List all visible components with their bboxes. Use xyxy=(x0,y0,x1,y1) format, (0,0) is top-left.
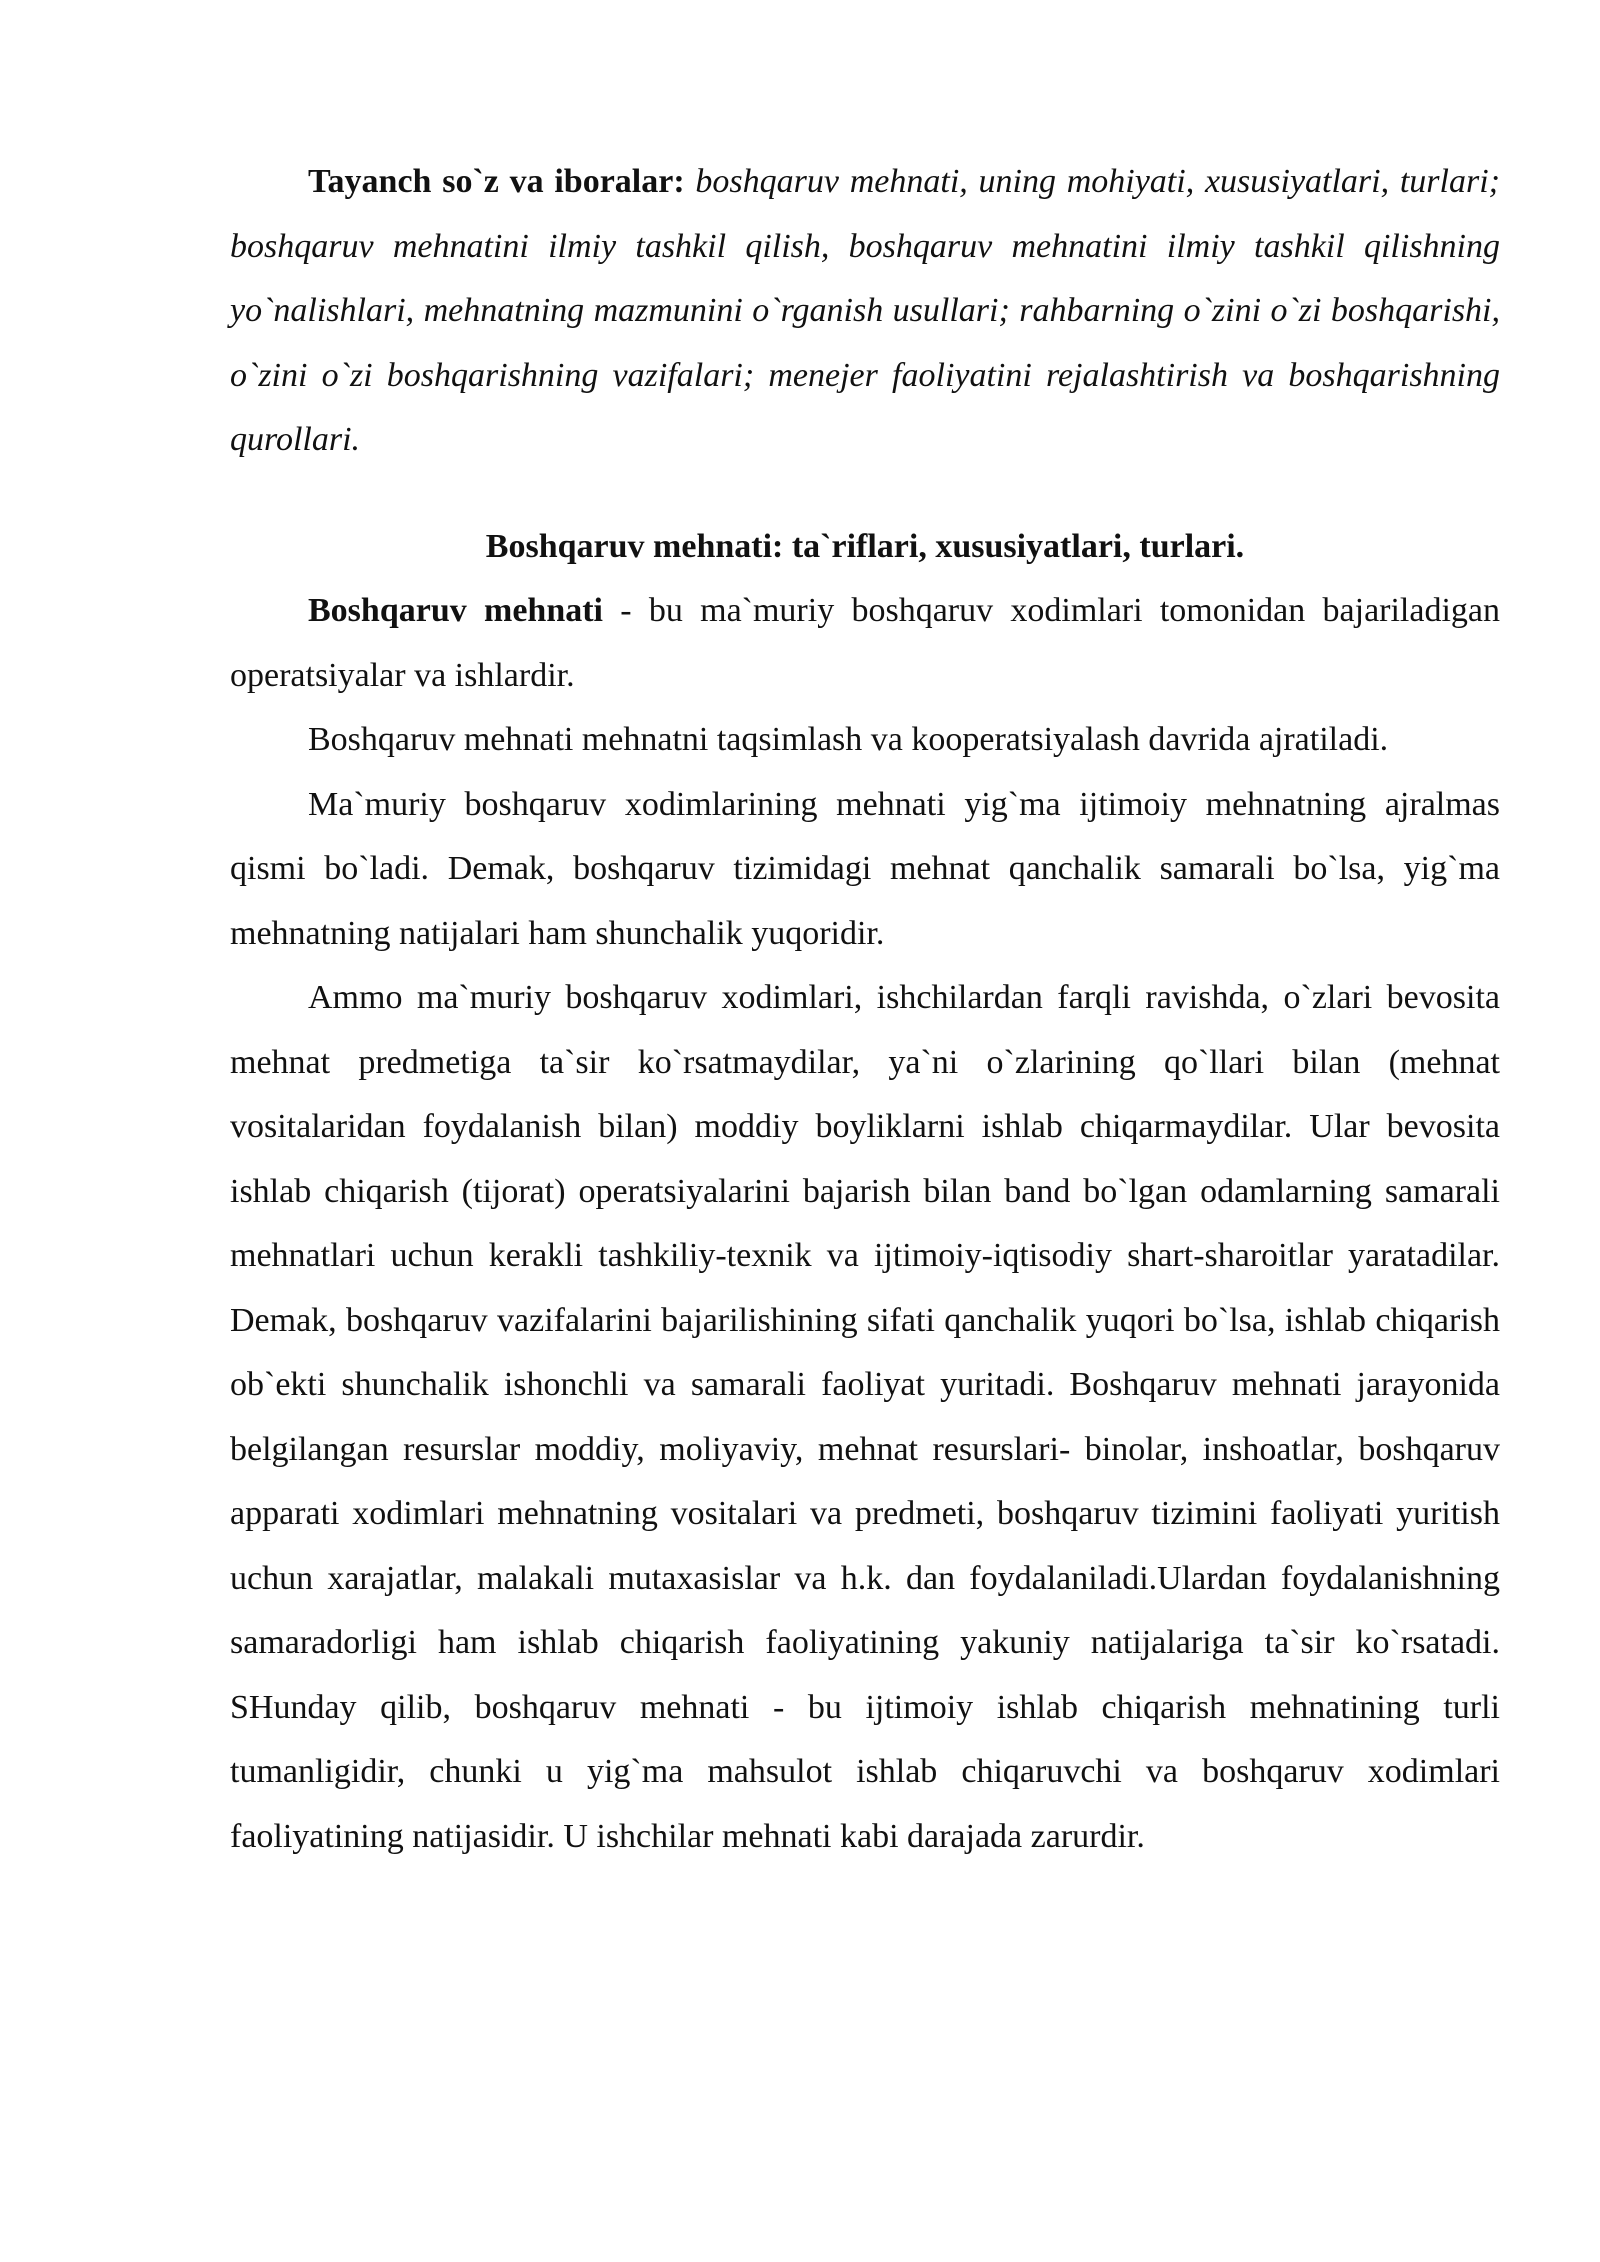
keywords-paragraph xyxy=(230,150,1500,473)
definition-paragraph xyxy=(230,579,1500,708)
body-paragraph-2: Ma`muriy boshqaruv xodimlarining mehnati yig`ma ijtimoiy mehnatning ajralmas qismi bo`ladi. Demak, boshqaruv tizimidagi mehnat qanchalik samarali bo`lsa, yig`ma mehnatning natijalari ham shunchalik yuqoridir. xyxy=(230,785,1500,952)
body-paragraph-1: Boshqaruv mehnati mehnatni taqsimlash va kooperatsiyalash davrida ajratiladi. xyxy=(308,721,1389,758)
section-heading: Boshqaruv mehnati: ta`riflari, xususiyatlari, turlari. xyxy=(485,527,1245,565)
keywords-text: boshqaruv mehnati, uning mohiyati, xususiyatlari, turlari; boshqaruv mehnatini ilmiy tashkil qilish, boshqaruv mehnatini ilmiy tashkil qilishning yo`nalishlari, mehnatning mazmunini o`rganish usullari; rahbarning o`zini o`zi boshqarishi, o`zini o`zi boshqarishning vazifalari; menejer faoliyatini rejalashtirish va boshqarishning qurollari. xyxy=(230,163,1500,458)
document-page xyxy=(230,150,1500,1869)
definition-term: Boshqaruv mehnati xyxy=(308,592,603,629)
keywords-label: Tayanch so`z va iboralar: xyxy=(308,163,685,200)
definition-text: - bu ma`muriy boshqaruv xodimlari tomonidan bajariladigan operatsiyalar va ishlardir. xyxy=(230,592,1500,694)
body-paragraph-3: Ammo ma`muriy boshqaruv xodimlari, ishchilardan farqli ravishda, o`zlari bevosita mehnat predmetiga ta`sir ko`rsatmaydilar, ya`ni o`zlarining qo`llari bilan (mehnat vositalaridan foydalanish bilan) moddiy boyliklarni ishlab chiqarmaydilar. Ular bevosita ishlab chiqarish (tijorat) operatsiyalarini bajarish bilan band bo`lgan odamlarning samarali mehnatlari uchun kerakli tashkiliy-texnik va ijtimoiy-iqtisodiy shart-sharoitlar yaratadilar. Demak, boshqaruv vazifalarini bajarilishining sifati qanchalik yuqori bo`lsa, ishlab chiqarish ob`ekti shunchalik ishonchli va samarali faoliyat yuritadi. Boshqaruv mehnati jarayonida belgilangan resurslar moddiy, moliyaviy, mehnat resurslari- binolar, inshoatlar, boshqaruv apparati xodimlari mehnatning vositalari va predmeti, boshqaruv tizimini faoliyati yuritish uchun xarajatlar, malakali mutaxasislar va h.k. dan foydalaniladi.Ulardan foydalanishning samaradorligi ham ishlab chiqarish faoliyatining yakuniy natijalariga ta`sir ko`rsatadi. SHunday qilib, boshqaruv mehnati - bu ijtimoiy ishlab chiqarish mehnatining turli tumanligidir, chunki u yig`ma mahsulot ishlab chiqaruvchi va boshqaruv xodimlari faoliyatining natijasidir. U ishchilar mehnati kabi darajada zarurdir. xyxy=(230,979,1500,1855)
